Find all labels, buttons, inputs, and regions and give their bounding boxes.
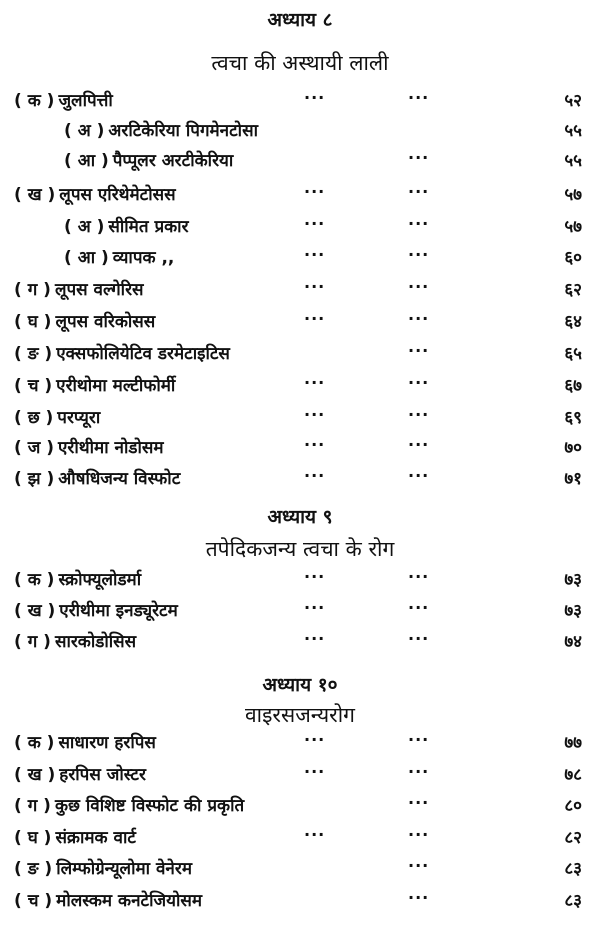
page-number: ५७ (564, 217, 582, 237)
toc-entry (0, 728, 600, 758)
leader-dots: ··· (304, 825, 326, 844)
toc-entry (0, 854, 600, 884)
toc-entry (0, 464, 600, 494)
leader-dots: ··· (304, 567, 326, 586)
chapter-heading: अध्याय ८ (267, 9, 333, 31)
entry-title: लिम्फोग्रेन्यूलोमा वेनेरम (56, 859, 192, 879)
entry-marker: ( अ ) (64, 217, 105, 237)
page-number: ७१ (564, 469, 582, 489)
toc-entry (0, 339, 600, 369)
entry-title: जुलपित्ती (58, 91, 113, 111)
entry-title: लूपस एरिथेमेटोसस (59, 185, 176, 205)
leader-dots: ··· (408, 567, 430, 586)
leader-dots: ··· (408, 730, 430, 749)
leader-dots: ··· (408, 856, 430, 875)
page-number: ६४ (564, 312, 582, 332)
entry-title: सीमित प्रकार (108, 217, 189, 237)
toc-entry (0, 180, 600, 210)
leader-dots: ··· (304, 466, 326, 485)
entry-title: कुछ विशिष्ट विस्फोट की प्रकृति (54, 796, 245, 816)
entry-marker: ( ङ ) (14, 344, 53, 364)
leader-dots: ··· (408, 405, 430, 424)
page-number: ५५ (564, 121, 582, 141)
page-number: ७३ (564, 601, 582, 621)
leader-dots: ··· (304, 245, 326, 264)
leader-dots: ··· (304, 182, 326, 201)
entry-marker: ( घ ) (14, 828, 52, 848)
entry-marker: ( क ) (14, 733, 55, 753)
chapter-heading: अध्याय १० (262, 674, 338, 696)
leader-dots: ··· (408, 309, 430, 328)
toc-entry (0, 307, 600, 337)
page-number: ६९ (564, 408, 582, 428)
leader-dots: ··· (304, 277, 326, 296)
toc-entry (0, 596, 600, 626)
toc-entry (0, 565, 600, 595)
entry-title: संक्रामक वार्ट (55, 828, 136, 848)
leader-dots: ··· (408, 825, 430, 844)
entry-title: लूपस वल्गेरिस (54, 280, 144, 300)
toc-entry (0, 433, 600, 463)
page-number: ६० (564, 248, 582, 268)
leader-dots: ··· (408, 435, 430, 454)
entry-marker: ( घ ) (14, 312, 52, 332)
entry-title: एरीथीमा नोडोसम (58, 438, 164, 458)
chapter-heading: अध्याय ९ (267, 506, 333, 528)
page-number: ५७ (564, 185, 582, 205)
leader-dots: ··· (304, 629, 326, 648)
entry-title: हरपिस जोस्टर (59, 765, 146, 785)
page-number: ५५ (564, 151, 582, 171)
leader-dots: ··· (408, 598, 430, 617)
leader-dots: ··· (304, 405, 326, 424)
leader-dots: ··· (408, 182, 430, 201)
leader-dots: ··· (304, 88, 326, 107)
entry-marker: ( ख ) (14, 765, 56, 785)
entry-title: सारकोडोसिस (54, 632, 137, 652)
entry-title: व्यापक ,, (112, 248, 175, 268)
toc-entry (0, 627, 600, 657)
entry-marker: ( च ) (14, 376, 53, 396)
toc-entry (0, 275, 600, 305)
leader-dots: ··· (408, 373, 430, 392)
page-number: ८३ (564, 859, 582, 879)
leader-dots: ··· (408, 341, 430, 360)
leader-dots: ··· (408, 88, 430, 107)
leader-dots: ··· (304, 598, 326, 617)
leader-dots: ··· (304, 730, 326, 749)
page-number: ५२ (564, 91, 582, 111)
entry-marker: ( च ) (14, 891, 53, 911)
page-number: ६७ (564, 376, 582, 396)
page-number: ६२ (564, 280, 582, 300)
entry-title: लूपस वरिकोसस (55, 312, 156, 332)
entry-title: मोलस्कम कनटेजियोसम (56, 891, 203, 911)
toc-entry (0, 243, 600, 273)
entry-marker: ( क ) (14, 91, 55, 111)
leader-dots: ··· (408, 214, 430, 233)
page-number: ६५ (564, 344, 582, 364)
entry-marker: ( ग ) (14, 796, 51, 816)
toc-entry (0, 886, 600, 916)
entry-marker: ( ख ) (14, 185, 56, 205)
page-number: ८० (564, 796, 582, 816)
toc-entry (0, 403, 600, 433)
toc-entry (0, 212, 600, 242)
entry-title: अरटिकेरिया पिगमेनटोसा (108, 121, 258, 141)
entry-marker: ( क ) (14, 570, 55, 590)
entry-title: एरीथोमा मल्टीफोर्मी (56, 376, 176, 396)
leader-dots: ··· (304, 435, 326, 454)
leader-dots: ··· (408, 888, 430, 907)
toc-entry (0, 760, 600, 790)
entry-marker: ( छ ) (14, 408, 54, 428)
entry-title: परप्यूरा (57, 408, 101, 428)
leader-dots: ··· (408, 762, 430, 781)
page-number: ८३ (564, 891, 582, 911)
toc-entry (0, 791, 600, 821)
entry-marker: ( ङ ) (14, 859, 53, 879)
entry-title: साधारण हरपिस (58, 733, 156, 753)
entry-marker: ( ज ) (14, 438, 54, 458)
leader-dots: ··· (304, 309, 326, 328)
entry-marker: ( ख ) (14, 601, 56, 621)
leader-dots: ··· (304, 762, 326, 781)
toc-entry (0, 116, 600, 146)
entry-marker: ( अ ) (64, 121, 105, 141)
entry-title: पैप्पूलर अरटीकेरिया (112, 151, 234, 171)
page-number: ७० (564, 438, 582, 458)
entry-title: एक्सफोलियेटिव डरमेटाइटिस (56, 344, 230, 364)
entry-marker: ( झ ) (14, 469, 55, 489)
entry-title: एरीथीमा इनड्यूरेटम (59, 601, 178, 621)
toc-entry (0, 86, 600, 116)
entry-title: स्क्रोफ्यूलोडर्मा (58, 570, 142, 590)
entry-marker: ( ग ) (14, 280, 51, 300)
leader-dots: ··· (408, 245, 430, 264)
entry-marker: ( आ ) (64, 151, 109, 171)
leader-dots: ··· (304, 373, 326, 392)
entry-marker: ( आ ) (64, 248, 109, 268)
leader-dots: ··· (408, 793, 430, 812)
leader-dots: ··· (304, 214, 326, 233)
page-number: ८२ (564, 828, 582, 848)
toc-entry (0, 823, 600, 853)
chapter-title: त्वचा की अस्थायी लाली (211, 51, 389, 75)
entry-marker: ( ग ) (14, 632, 51, 652)
chapter-title: वाइरसजन्यरोग (244, 703, 356, 727)
page-number: ७४ (564, 632, 582, 652)
chapter-title: तपेदिकजन्य त्वचा के रोग (205, 537, 395, 561)
page-number: ७८ (564, 765, 582, 785)
leader-dots: ··· (408, 466, 430, 485)
entry-title: औषधिजन्य विस्फोट (58, 469, 181, 489)
page-number: ७३ (564, 570, 582, 590)
leader-dots: ··· (408, 277, 430, 296)
toc-entry (0, 371, 600, 401)
toc-entry (0, 146, 600, 176)
leader-dots: ··· (408, 148, 430, 167)
leader-dots: ··· (408, 629, 430, 648)
page-number: ७७ (564, 733, 582, 753)
